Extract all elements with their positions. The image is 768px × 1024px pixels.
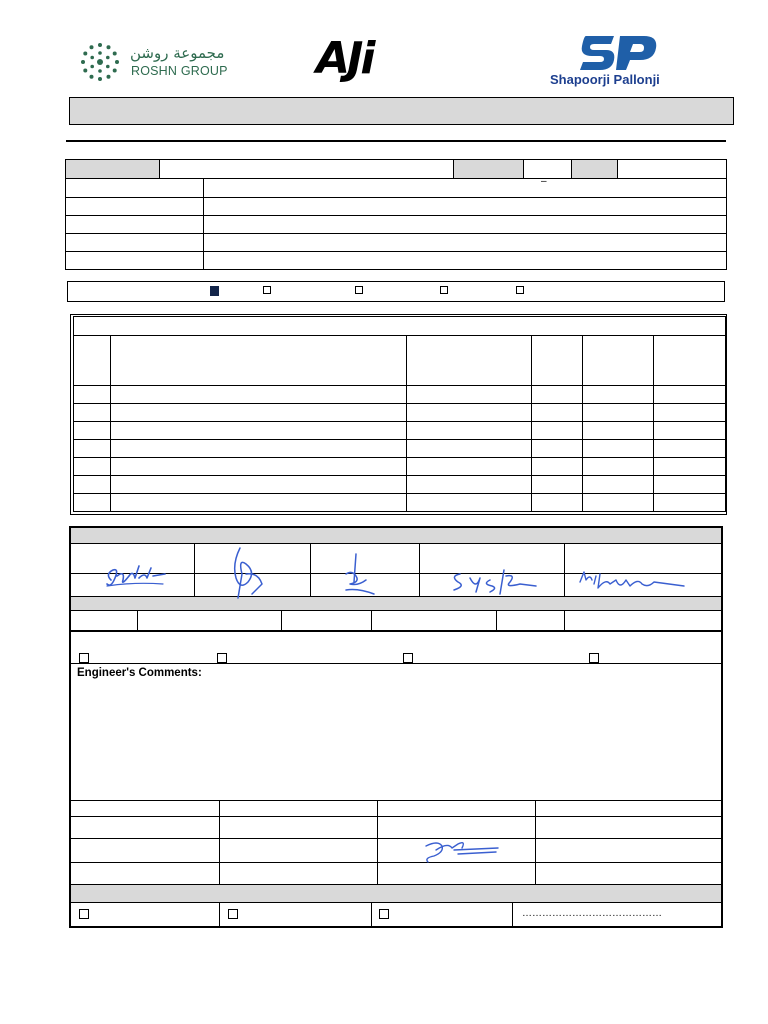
- signature-6: [418, 836, 502, 864]
- roshn-arabic-text: مجموعة روشن: [130, 44, 225, 62]
- signature-4: [446, 566, 542, 596]
- signature-header-bar: [71, 528, 721, 544]
- info-label-cell: [454, 160, 524, 178]
- engineers-comments-label: Engineer's Comments:: [77, 667, 202, 679]
- table-row[interactable]: [74, 422, 726, 440]
- aji-logo: AJi: [316, 33, 373, 84]
- table-row[interactable]: [74, 440, 726, 458]
- roshn-latin-text: ROSHN GROUP: [131, 64, 228, 78]
- final-dotted-field[interactable]: ……………………………………: [522, 908, 662, 919]
- table-row[interactable]: [74, 476, 726, 494]
- roshn-logo: [80, 42, 230, 84]
- status-checkbox-3[interactable]: [403, 653, 413, 663]
- engineers-comments-area[interactable]: [71, 682, 721, 800]
- inspection-table-title-row: [74, 317, 726, 336]
- shapoorji-pallonji-logo: [548, 32, 698, 90]
- final-checkbox-row: [71, 903, 721, 926]
- info-block: [65, 159, 727, 270]
- type-checkbox-5[interactable]: [516, 286, 524, 294]
- type-checkbox-4[interactable]: [440, 286, 448, 294]
- info-label-cell: [572, 160, 618, 178]
- info-label-column: [203, 178, 204, 269]
- info-value-field[interactable]: [160, 160, 454, 178]
- signature-2: [228, 544, 268, 600]
- table-row[interactable]: [74, 386, 726, 404]
- info-value-field[interactable]: [524, 160, 572, 178]
- signature-footer-bar: [71, 596, 721, 611]
- table-row[interactable]: [74, 458, 726, 476]
- final-checkbox-2[interactable]: [228, 909, 238, 919]
- form-title-bar: [69, 97, 734, 125]
- roshn-star-icon: [80, 42, 120, 82]
- info-value-field[interactable]: [618, 160, 726, 178]
- sp-mark-icon: [578, 32, 658, 74]
- signature-5: [576, 568, 688, 592]
- header-rule: [66, 140, 726, 142]
- signature-1: [103, 562, 173, 594]
- final-section-bar: [71, 884, 721, 903]
- status-checkbox-row: [71, 634, 721, 664]
- inspection-table: [73, 316, 726, 512]
- table-row[interactable]: [74, 494, 726, 512]
- status-checkbox-4[interactable]: [589, 653, 599, 663]
- status-checkbox-1[interactable]: [79, 653, 89, 663]
- final-checkbox-3[interactable]: [379, 909, 389, 919]
- type-checkbox-1[interactable]: [210, 286, 219, 296]
- status-checkbox-2[interactable]: [217, 653, 227, 663]
- signature-3: [336, 552, 376, 598]
- signoff-grid: [71, 800, 721, 884]
- signature-info-row: [71, 611, 721, 632]
- table-row[interactable]: [74, 404, 726, 422]
- type-selector-row: [67, 281, 725, 302]
- info-label-cell: [66, 160, 160, 178]
- final-checkbox-1[interactable]: [79, 909, 89, 919]
- inspection-table-header-row: [74, 336, 726, 358]
- shapoorji-text: Shapoorji Pallonji: [550, 72, 660, 87]
- dash-mark: –: [541, 176, 547, 187]
- type-checkbox-3[interactable]: [355, 286, 363, 294]
- type-checkbox-2[interactable]: [263, 286, 271, 294]
